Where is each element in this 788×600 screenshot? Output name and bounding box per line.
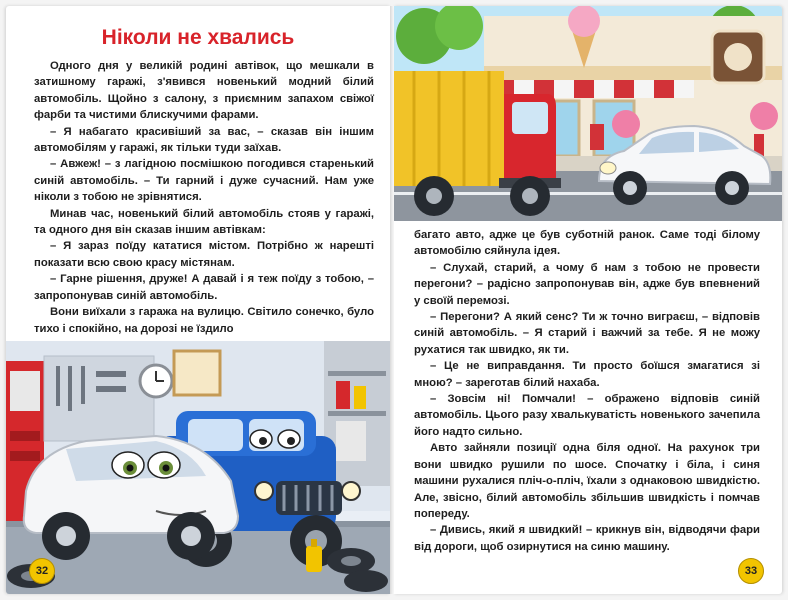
paragraph: Вони виїхали з гаража на вулицю. Світило сонечко, було тихо і спокійно, на дорозі не їздило <box>34 306 374 335</box>
paragraph: – Це не виправдання. Ти просто боїшся змагатися зі мною? – зареготав білий нахаба. <box>414 360 760 389</box>
page-number: 32 <box>29 558 55 584</box>
story-title: Ніколи не хвались <box>101 26 295 49</box>
paragraph: – Я зараз поїду кататися містом. Потрібно ж нарешті показати всю свою красу містянам. <box>34 240 374 269</box>
left-page-text <box>34 58 374 337</box>
paragraph: багато авто, адже це був суботній ранок. Саме тоді білому автомобілю сяйнула ідея. <box>414 229 760 258</box>
right-page-text <box>414 227 760 555</box>
paragraph: – Слухай, старий, а чому б нам з тобою не провести перегони? – радісно запропонував він, адже був впевнений у своїй перемозі. <box>414 261 760 307</box>
paragraph: – Гарне рішення, друже! А давай і я теж поїду з тобою, – запропонував синій автомобіль. <box>34 273 374 302</box>
paragraph: – Перегони? А який сенс? Ти ж точно виграєш, – відповів синій автомобіль. – Я старий і важчий за тебе. Я не можу рухатися так швидко, як ти. <box>414 311 760 356</box>
right-page <box>394 6 782 594</box>
paragraph: – Дивись, який я швидкий! – крикнув він, відводячи фари від дороги, щоб озирнутися на синю машину. <box>414 524 760 553</box>
street-truck-car-illustration <box>394 6 782 221</box>
paragraph: Авто зайняли позиції одна біля одної. На рахунок три вони швидко рушили по шосе. Спочатку і біла, і синя машини рухалися пліч-о-пліч, їхали з однаковою швидкістю. Але, звісно, білий автомобіль збільшив швидкість і помчав попереду. <box>414 442 760 520</box>
paragraph: – Авжеж! – з лагідною посмішкою погодився старенький синій автомобіль. – Ти гарний і дуже сучасний. Нам уже ніколи з тобою не зрівнятися. <box>34 158 374 204</box>
paragraph: Минав час, новенький білий автомобіль стояв у гаражі, та одного дня він сказав іншим автівкам: <box>34 207 374 237</box>
paragraph: – Я набагато красивіший за вас, – сказав він іншим автомобілям у гаражі, як тільки туди заїхав. <box>34 125 374 155</box>
paragraph: Одного дня у великій родині автівок, що мешкали в затишному гаражі, з'явився новенький модний білий автомобіль. Щойно з салону, з приємним запахом свіжої фарби та чистими блискучими фарами. <box>34 60 374 122</box>
garage-cars-illustration <box>6 341 390 594</box>
paragraph: – Зовсім ні! Помчали! – ображено відповів синій автомобіль. Цього разу хвалькуватість новенького зачепила його надто сильно. <box>414 393 760 438</box>
page-number: 33 <box>738 558 764 584</box>
left-page <box>6 6 390 594</box>
